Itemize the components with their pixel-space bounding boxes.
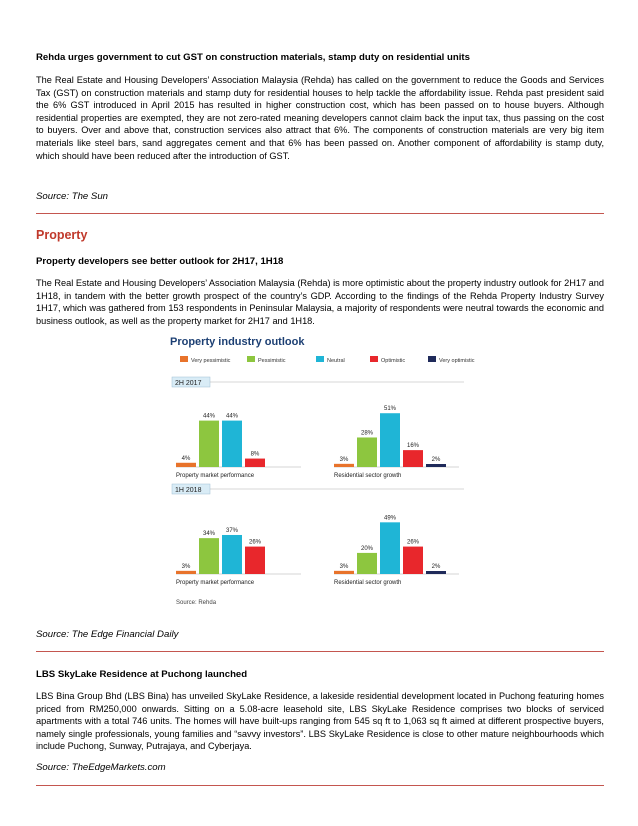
legend-label: Very pessimistic	[191, 358, 231, 364]
bar-value-label: 49%	[383, 515, 397, 522]
bar-value-label: 44%	[202, 413, 216, 420]
bar	[334, 571, 354, 574]
bar	[334, 464, 354, 467]
bar-value-label: 3%	[339, 456, 349, 463]
legend-label: Very optimistic	[439, 358, 475, 364]
gst-body: The Real Estate and Housing Developers’ Association Malaysia (Rehda) has called on the government to reduce the Goods and Services Tax (GST) on construction materials and stamp duty for residential houses to help tackle the affordability issue. Rehda past president said the 6% GST introduced in April 2015 has resulted in higher construction cost, which has been passed on to house buyers. Although residential properties are exempted, they are not zero-rated meaning developers cannot claim back the input tax, thus passing on the cost to buyers. Over and above that, construction services also attract that 6%. The components of construction materials are very big item materials like steel bars, sand aggregates cement and that 6% has been passed on. Another component of affordability is stamp duty, which should have been reduced after the introduction of GST.	[36, 75, 604, 161]
panel-label: Residential sector growth	[334, 580, 402, 586]
section-title-property: Property	[36, 228, 88, 242]
bar	[199, 538, 219, 574]
legend-swatch	[180, 356, 188, 362]
legend-label: Neutral	[327, 358, 345, 364]
outlook-body: The Real Estate and Housing Developers’ Association Malaysia (Rehda) is more optimistic about the property industry outlook for 2H17 and 1H18, in tandem with the better growth prospect of the country’s GDP. According to the findings of the Rehda Property Industry Survey 1H17, which was gathered from 153 respondents in Peninsular Malaysia, a majority of respondents were neutral towards the economic and business outlook, as well as the property market for 2H17 and 1H18.	[36, 278, 604, 326]
bar	[199, 421, 219, 467]
panel-label: Property market performance	[176, 473, 255, 479]
outlook-source: Source: The Edge Financial Daily	[36, 629, 179, 640]
bar-value-label: 37%	[225, 527, 239, 534]
bar	[357, 437, 377, 467]
bar-value-label: 3%	[181, 563, 191, 570]
bar-value-label: 34%	[202, 531, 216, 538]
legend-swatch	[370, 356, 378, 362]
bar	[222, 421, 242, 467]
gst-source: Source: The Sun	[36, 191, 108, 202]
divider	[36, 213, 604, 214]
bar-value-label: 2%	[431, 457, 441, 463]
bar	[245, 459, 265, 467]
legend-label: Optimistic	[381, 358, 406, 364]
chart-svg	[168, 332, 475, 612]
bar-value-label: 44%	[225, 413, 239, 420]
legend-swatch	[428, 356, 436, 362]
legend-swatch	[247, 356, 255, 362]
bar	[245, 547, 265, 574]
bar	[176, 571, 196, 574]
bar	[380, 413, 400, 467]
panel-label: Residential sector growth	[334, 473, 402, 479]
bar-value-label: 26%	[406, 539, 420, 546]
legend-swatch	[316, 356, 324, 362]
skylake-headline: LBS SkyLake Residence at Puchong launched	[36, 669, 248, 680]
bar	[426, 571, 446, 574]
bar	[222, 535, 242, 574]
group-label: 2H 2017	[175, 380, 202, 387]
chart-title: Property industry outlook	[170, 336, 305, 348]
chart-source: Source: Rehda	[176, 600, 217, 606]
divider	[36, 785, 604, 786]
bar	[403, 547, 423, 574]
bar	[426, 464, 446, 467]
gst-headline: Rehda urges government to cut GST on construction materials, stamp duty on residential units	[36, 52, 470, 63]
skylake-source: Source: TheEdgeMarkets.com	[36, 762, 166, 773]
property-outlook-chart	[168, 332, 475, 612]
bar-value-label: 26%	[248, 539, 262, 546]
bar-value-label: 16%	[406, 443, 420, 450]
outlook-headline: Property developers see better outlook for 2H17, 1H18	[36, 256, 284, 267]
bar	[403, 450, 423, 467]
bar-value-label: 4%	[181, 455, 191, 462]
bar-value-label: 20%	[360, 545, 374, 552]
divider	[36, 651, 604, 652]
bar-value-label: 8%	[250, 451, 260, 458]
panel-label: Property market performance	[176, 580, 255, 586]
skylake-body: LBS Bina Group Bhd (LBS Bina) has unveiled SkyLake Residence, a lakeside residential development located in Puchong featuring homes priced from RM250,000 onwards. Sitting on a 5.08-acre leasehold site, LBS SkyLake Residence comprises two blocks of serviced apartments with a total 746 units. The homes will have built-ups ranging from 545 sq ft to 1,063 sq ft aimed at different prospective buyers, namely single professionals, young families and “savvy investors”. LBS SkyLake Residence is close to other mature neighbourhoods which include Puchong, Sunway, Putrajaya, and Cyberjaya.	[36, 691, 604, 752]
bar	[357, 553, 377, 574]
bar-value-label: 2%	[431, 564, 441, 570]
legend-label: Pessimistic	[258, 358, 286, 364]
bar-value-label: 51%	[383, 406, 397, 413]
bar-value-label: 3%	[339, 563, 349, 570]
bar-value-label: 28%	[360, 430, 374, 437]
bar	[380, 522, 400, 574]
bar	[176, 463, 196, 467]
group-label: 1H 2018	[175, 487, 202, 494]
